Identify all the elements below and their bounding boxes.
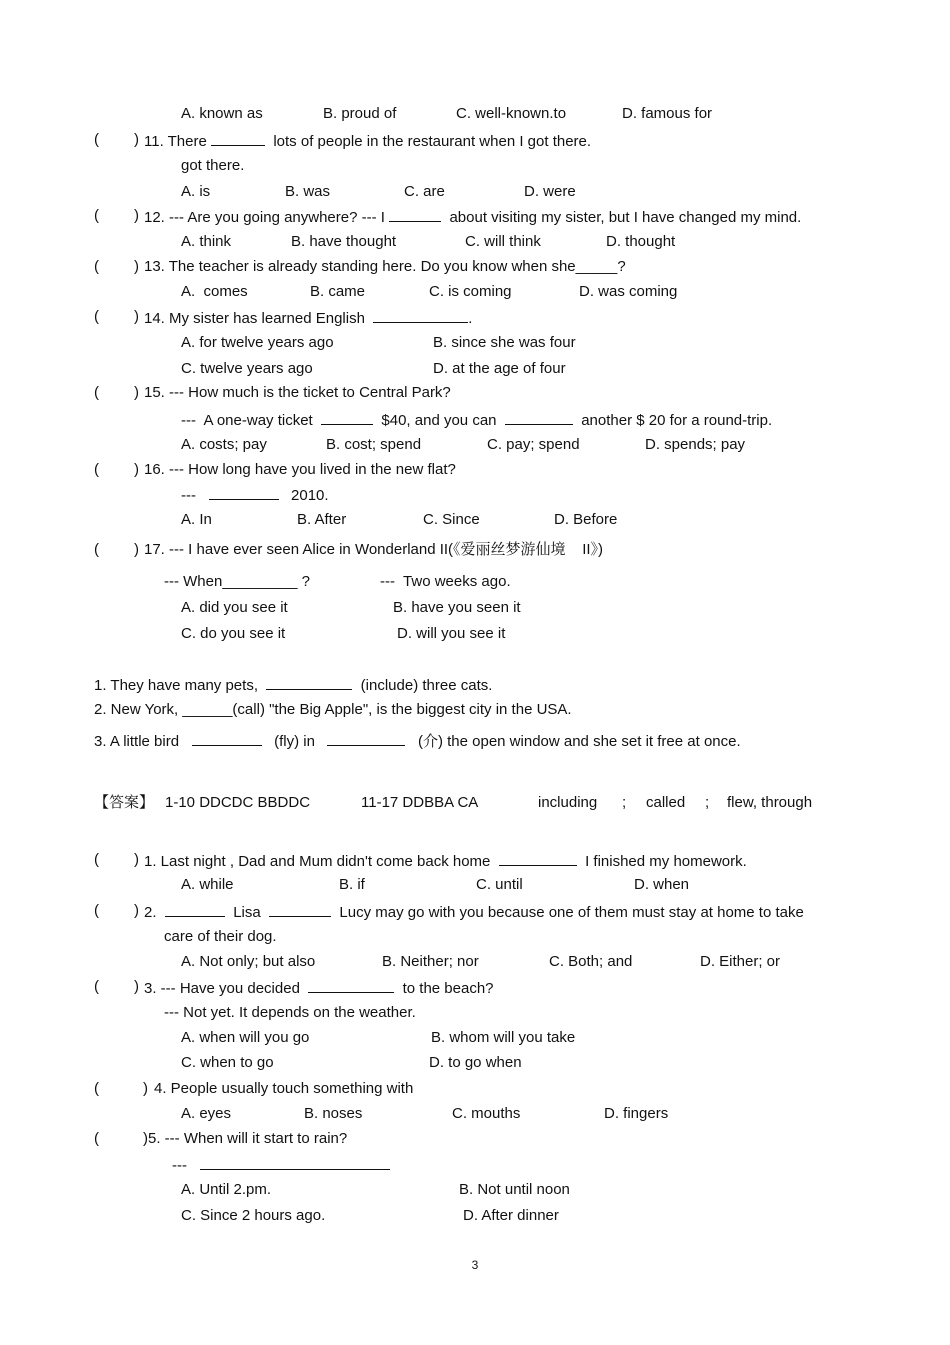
q14-option-c: C. twelve years ago <box>181 360 313 377</box>
q12-option-c: C. will think <box>465 233 541 250</box>
q14-paren-open: ( <box>94 308 99 325</box>
answer-fill-2: called <box>646 794 686 811</box>
s2q4-stem: 4. People usually touch something with <box>154 1080 414 1097</box>
s2q5-option-c: C. Since 2 hours ago. <box>181 1207 326 1224</box>
q12-option-d: D. thought <box>606 233 676 250</box>
q11-stem-cont: got there. <box>181 157 245 174</box>
q16-option-a: A. In <box>181 511 212 528</box>
s2q2-paren-close: ) <box>134 902 139 919</box>
q15-paren-close: ) <box>134 384 139 401</box>
q11-paren-open: ( <box>94 131 99 148</box>
s2q4-paren-close: ) <box>143 1080 148 1097</box>
q12-option-a: A. think <box>181 233 232 250</box>
q13-option-b: B. came <box>310 283 366 300</box>
q11-paren-close: ) <box>134 131 139 148</box>
q15-stem: 15. --- How much is the ticket to Central Park? <box>144 384 451 401</box>
s2q2-option-b: B. Neither; nor <box>382 953 479 970</box>
s2q3-option-c: C. when to go <box>181 1054 274 1071</box>
q13-paren-close: ) <box>134 258 139 275</box>
q15-option-a: A. costs; pay <box>181 436 267 453</box>
s2q3-paren-open: ( <box>94 978 99 995</box>
s2q2-option-a: A. Not only; but also <box>181 953 316 970</box>
q15-option-b: B. cost; spend <box>326 436 422 453</box>
q17-stem: 17. --- I have ever seen Alice in Wonderland II(《爱丽丝梦游仙境 II》) <box>144 541 604 558</box>
answer-fill-1: including <box>538 794 598 811</box>
q17-option-c: C. do you see it <box>181 625 286 642</box>
q15-line2: --- A one-way ticket $40, and you can another $ 20 for a round-trip. <box>181 412 773 429</box>
q14-stem: 14. My sister has learned English . <box>144 310 473 327</box>
q10-option-d: D. famous for <box>622 105 713 122</box>
answer-label: 【答案】 <box>94 794 155 811</box>
q17-paren-open: ( <box>94 541 99 558</box>
q14-option-d: D. at the age of four <box>433 360 566 377</box>
fill-item-3: 3. A little bird (fly) in (介) the open window and she set it free at once. <box>94 733 741 750</box>
q13-option-d: D. was coming <box>579 283 678 300</box>
s2q5-paren-open: ( <box>94 1130 99 1147</box>
q12-paren-open: ( <box>94 207 99 224</box>
q11-option-a: A. is <box>181 183 211 200</box>
answer-sep-2: ; <box>705 794 710 811</box>
fill-item-1: 1. They have many pets, (include) three cats. <box>94 677 493 694</box>
s2q2-stem-cont: care of their dog. <box>164 928 277 945</box>
s2q4-option-a: A. eyes <box>181 1105 232 1122</box>
s2q4-option-c: C. mouths <box>452 1105 521 1122</box>
q10-option-b: B. proud of <box>323 105 397 122</box>
s2q1-paren-open: ( <box>94 851 99 868</box>
q17-paren-close: ) <box>134 541 139 558</box>
s2q3-option-d: D. to go when <box>429 1054 522 1071</box>
q16-option-c: C. Since <box>423 511 480 528</box>
s2q2-stem: 2. Lisa Lucy may go with you because one of them must stay at home to take <box>144 904 804 921</box>
s2q5-stem: )5. --- When will it start to rain? <box>143 1130 348 1147</box>
answer-11-17: 11-17 DDBBA CA <box>361 794 479 811</box>
q15-option-c: C. pay; spend <box>487 436 580 453</box>
s2q3-stem: 3. --- Have you decided to the beach? <box>144 980 494 997</box>
s2q3-paren-close: ) <box>134 978 139 995</box>
q11-option-c: C. are <box>404 183 445 200</box>
s2q5-option-a: A. Until 2.pm. <box>181 1181 272 1198</box>
q14-paren-close: ) <box>134 308 139 325</box>
q17-line2b: --- Two weeks ago. <box>380 573 511 590</box>
q17-option-d: D. will you see it <box>397 625 506 642</box>
q11-stem: 11. There lots of people in the restaurant when I got there. <box>144 133 592 150</box>
s2q5-line2: --- <box>172 1155 390 1175</box>
s2q3-option-b: B. whom will you take <box>431 1029 576 1046</box>
answer-sep-1: ; <box>622 794 627 811</box>
q15-paren-open: ( <box>94 384 99 401</box>
s2q1-option-a: A. while <box>181 876 234 893</box>
s2q4-paren-open: ( <box>94 1080 99 1097</box>
q16-paren-close: ) <box>134 461 139 478</box>
s2q4-option-b: B. noses <box>304 1105 363 1122</box>
q16-line2: --- 2010. <box>181 487 329 504</box>
s2q2-paren-open: ( <box>94 902 99 919</box>
q16-stem: 16. --- How long have you lived in the new flat? <box>144 461 456 478</box>
q16-option-b: B. After <box>297 511 347 528</box>
q12-option-b: B. have thought <box>291 233 397 250</box>
s2q1-paren-close: ) <box>134 851 139 868</box>
s2q1-option-b: B. if <box>339 876 365 893</box>
s2q1-option-d: D. when <box>634 876 690 893</box>
answer-1-10: 1-10 DDCDC BBDDC <box>165 794 311 811</box>
s2q2-option-d: D. Either; or <box>700 953 781 970</box>
q16-paren-open: ( <box>94 461 99 478</box>
q11-option-d: D. were <box>524 183 576 200</box>
s2q5-option-b: B. Not until noon <box>459 1181 570 1198</box>
q13-paren-open: ( <box>94 258 99 275</box>
q10-option-a: A. known as <box>181 105 263 122</box>
s2q3-option-a: A. when will you go <box>181 1029 310 1046</box>
q12-paren-close: ) <box>134 207 139 224</box>
q11-option-b: B. was <box>285 183 331 200</box>
page-number: 3 <box>471 1258 479 1272</box>
q17-line2a: --- When_________ ? <box>164 573 310 590</box>
s2q4-option-d: D. fingers <box>604 1105 669 1122</box>
q10-option-c: C. well-known.to <box>456 105 567 122</box>
s2q5-option-d: D. After dinner <box>463 1207 559 1224</box>
q13-option-a: A. comes <box>181 283 248 300</box>
q14-option-a: A. for twelve years ago <box>181 334 334 351</box>
q13-stem: 13. The teacher is already standing here. Do you know when she_____? <box>144 258 626 275</box>
s2q1-stem: 1. Last night , Dad and Mum didn't come back home I finished my homework. <box>144 853 747 870</box>
fill-item-2: 2. New York, ______(call) "the Big Apple", is the biggest city in the USA. <box>94 701 572 718</box>
q15-option-d: D. spends; pay <box>645 436 746 453</box>
q17-option-a: A. did you see it <box>181 599 288 616</box>
q12-stem: 12. --- Are you going anywhere? --- I about visiting my sister, but I have changed my mind. <box>144 209 802 226</box>
q14-option-b: B. since she was four <box>433 334 576 351</box>
s2q2-option-c: C. Both; and <box>549 953 633 970</box>
s2q1-option-c: C. until <box>476 876 523 893</box>
answer-fill-3: flew, through <box>727 794 813 811</box>
q17-option-b: B. have you seen it <box>393 599 521 616</box>
q16-option-d: D. Before <box>554 511 618 528</box>
q13-option-c: C. is coming <box>429 283 512 300</box>
s2q3-line2: --- Not yet. It depends on the weather. <box>164 1004 416 1021</box>
